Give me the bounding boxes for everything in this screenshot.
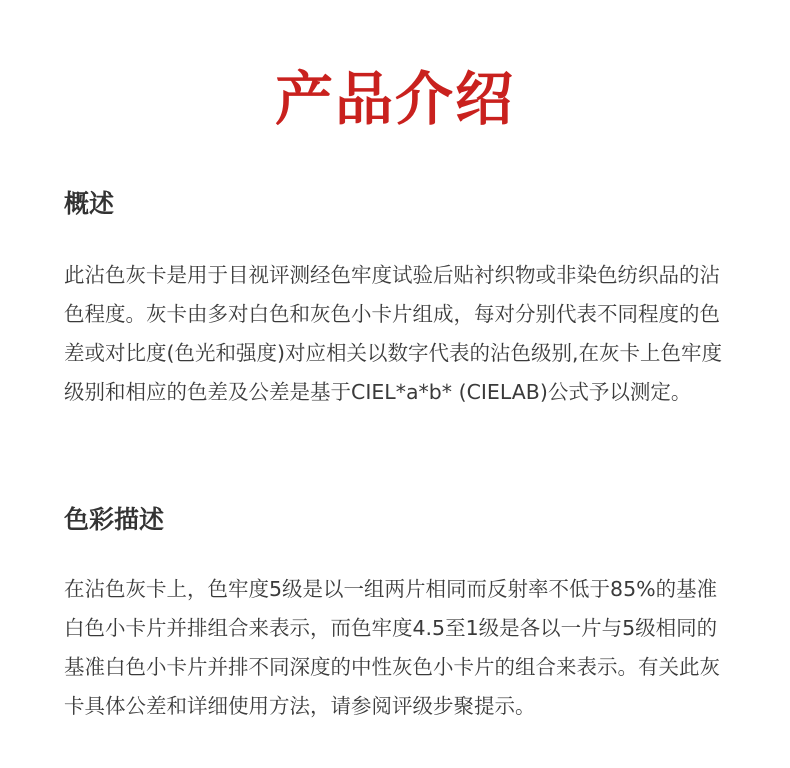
color-description-section [64, 502, 730, 726]
color-description-heading: 色彩描述 [64, 505, 165, 534]
color-description-body: 在沾色灰卡上，色牢度5级是以一组两片相同而反射率不低于85%的基准白色小卡片并排组合来表示，而色牢度4.5至1级是各以一片与5级相同的基准白色小卡片并排不同深度的中性灰色小卡片的组合来表示。有关此灰卡具体公差和详细使用方法，请参阅评级步聚提示。 [64, 577, 720, 718]
page-title: 产品介绍 [274, 64, 515, 133]
overview-heading: 概述 [64, 189, 115, 218]
overview-section [64, 186, 730, 412]
overview-body: 此沾色灰卡是用于目视评测经色牢度试验后贴衬织物或非染色纺织品的沾色程度。灰卡由多对白色和灰色小卡片组成，每对分别代表不同程度的色差或对比度(色光和强度)对应相关以数字代表的沾色级别,在灰卡上色牢度级别和相应的色差及公差是基于CIEL*a*b* (CIELAB)公式予以测定。 [64, 263, 723, 404]
